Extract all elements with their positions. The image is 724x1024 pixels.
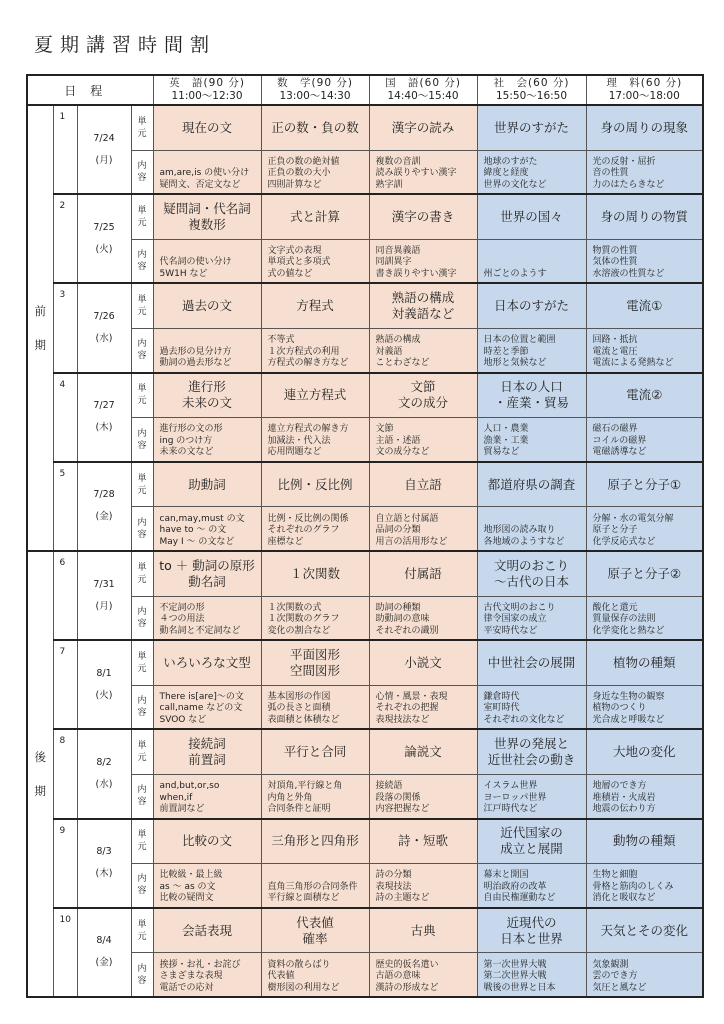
label-char: 内 — [137, 963, 147, 974]
day-date — [77, 105, 131, 194]
label-char: 元 — [137, 307, 147, 318]
label-char: 内 — [137, 874, 147, 885]
subject-name: 英 語(90 分) — [169, 77, 245, 90]
label-char: 単 — [137, 562, 147, 573]
unit-cell: 接続詞 前置詞 — [153, 729, 261, 774]
day-unit-row — [27, 373, 703, 418]
date-text: 8/4 — [96, 935, 112, 947]
unit-cell: 原子と分子② — [586, 551, 703, 596]
unit-cell: 代表値 確率 — [261, 908, 369, 953]
content-label — [131, 507, 153, 551]
content-label — [131, 239, 153, 283]
unit-cell: 疑問詞・代名詞 複数形 — [153, 194, 261, 239]
content-cell: 熟語の構成 対義語 ことわざなど — [369, 329, 477, 373]
day-number: 8 — [53, 729, 77, 818]
label-char: 容 — [137, 440, 147, 451]
day-number: 9 — [53, 819, 77, 908]
unit-cell: 小説文 — [369, 640, 477, 685]
day-date — [77, 729, 131, 818]
date-text: 7/25 — [93, 221, 115, 233]
unit-cell: 電流① — [586, 283, 703, 328]
content-cell: 不等式 １次方程式の利用 方程式の解き方など — [261, 329, 369, 373]
content-cell: can,may,must の文 have to 〜 の文 May I 〜 の文など — [153, 507, 261, 551]
content-label — [131, 864, 153, 908]
content-cell: 比較級・最上級 as 〜 as の文 比較の疑問文 — [153, 864, 261, 908]
content-cell: 地層のでき方 堆積岩・火成岩 地震の伝わり方 — [586, 774, 703, 818]
unit-cell: 電流② — [586, 373, 703, 418]
content-cell: １次関数の式 １次関数のグラフ 変化の割合など — [261, 596, 369, 640]
label-char: 内 — [137, 517, 147, 528]
day-unit-row — [27, 551, 703, 596]
unit-label — [131, 105, 153, 150]
label-char: 単 — [137, 384, 147, 395]
unit-cell: 比例・反比例 — [261, 462, 369, 507]
content-label — [131, 685, 153, 729]
unit-label — [131, 640, 153, 685]
unit-label — [131, 908, 153, 953]
date-text: 8/2 — [96, 756, 112, 768]
content-cell: 基本図形の作図 弧の長さと面積 表面積と体積など — [261, 685, 369, 729]
subject-header-japanese — [369, 75, 477, 105]
label-char: 容 — [137, 708, 147, 719]
unit-cell: 動物の種類 — [586, 819, 703, 864]
day-date — [77, 283, 131, 372]
content-cell: 正負の数の絶対値 正負の数の大小 四則計算など — [261, 150, 369, 194]
day-number: 5 — [53, 462, 77, 551]
day-unit-row — [27, 194, 703, 239]
day-unit-row — [27, 640, 703, 685]
date-text: 8/1 — [96, 667, 112, 679]
date-text: 7/24 — [93, 132, 115, 144]
unit-cell: 身の周りの物質 — [586, 194, 703, 239]
unit-cell: 論説文 — [369, 729, 477, 774]
content-cell: 磁石の磁界 コイルの磁界 電磁誘導など — [586, 418, 703, 462]
content-cell: 身近な生物の観察 植物のつくり 光合成と呼吸など — [586, 685, 703, 729]
subject-name: 数 学(90 分) — [277, 77, 353, 90]
subject-time: 15:50〜16:50 — [496, 90, 568, 103]
label-char: 元 — [137, 842, 147, 853]
weekday-text: (月) — [95, 154, 113, 166]
label-char: 内 — [137, 160, 147, 171]
subject-header-english — [153, 75, 261, 105]
unit-cell: いろいろな文型 — [153, 640, 261, 685]
subject-time: 13:00〜14:30 — [279, 90, 351, 103]
unit-cell: 平面図形 空間図形 — [261, 640, 369, 685]
subject-name: 社 会(60 分) — [493, 77, 570, 90]
label-char: 元 — [137, 218, 147, 229]
content-cell: 進行形の文の形 ing のつけ方 未来の文など — [153, 418, 261, 462]
content-label — [131, 150, 153, 194]
label-char: 容 — [137, 351, 147, 362]
label-char: 単 — [137, 116, 147, 127]
unit-cell: 都道府県の調査 — [477, 462, 586, 507]
unit-cell: 世界の国々 — [477, 194, 586, 239]
content-cell: 不定詞の形 ４つの用法 動名詞と不定詞など — [153, 596, 261, 640]
content-cell: am,are,is の使い分け 疑問文、否定文など — [153, 150, 261, 194]
content-cell: 第一次世界大戦 第二次世界大戦 戦後の世界と日本 — [477, 953, 586, 997]
unit-label — [131, 283, 153, 328]
unit-cell: 会話表現 — [153, 908, 261, 953]
unit-cell: 中世社会の展開 — [477, 640, 586, 685]
content-cell: 物質の性質 気体の性質 水溶液の性質など — [586, 239, 703, 283]
content-label — [131, 953, 153, 997]
label-char: 内 — [137, 606, 147, 617]
day-unit-row — [27, 729, 703, 774]
unit-cell: to ＋ 動詞の原形 動名詞 — [153, 551, 261, 596]
unit-cell: 大地の変化 — [586, 729, 703, 774]
unit-label — [131, 551, 153, 596]
label-char: 単 — [137, 830, 147, 841]
unit-cell: 世界の発展と 近世社会の動き — [477, 729, 586, 774]
unit-label — [131, 194, 153, 239]
page-title: 夏期講習時間割 — [34, 34, 217, 56]
content-cell: 複数の音訓 読み誤りやすい漢字 熟字訓 — [369, 150, 477, 194]
day-number: 4 — [53, 373, 77, 462]
content-cell: イスラム世界 ヨーロッパ世界 江戸時代など — [477, 774, 586, 818]
unit-cell: 自立語 — [369, 462, 477, 507]
day-date — [77, 194, 131, 283]
unit-cell: 身の周りの現象 — [586, 105, 703, 150]
day-number: 1 — [53, 105, 77, 194]
content-cell: There is[are]〜の文 call,name などの文 SVOO など — [153, 685, 261, 729]
content-cell: 代名詞の使い分け 5W1H など — [153, 239, 261, 283]
date-text: 7/31 — [93, 578, 115, 590]
period-label — [27, 551, 53, 997]
unit-cell: 付属語 — [369, 551, 477, 596]
period-char: 前 — [34, 304, 46, 319]
subject-time: 14:40〜15:40 — [387, 90, 459, 103]
label-char: 元 — [137, 753, 147, 764]
content-cell: 地球のすがた 緯度と経度 世界の文化など — [477, 150, 586, 194]
label-char: 内 — [137, 785, 147, 796]
content-cell: 資料の散らばり 代表値 樹形図の利用など — [261, 953, 369, 997]
content-cell: and,but,or,so when,if 前置詞など — [153, 774, 261, 818]
content-cell: 人口・農業 漁業・工業 貿易など — [477, 418, 586, 462]
label-char: 内 — [137, 696, 147, 707]
label-char: 単 — [137, 651, 147, 662]
content-cell: 気象観測 雲のでき方 気圧と風など — [586, 953, 703, 997]
label-char: 単 — [137, 295, 147, 306]
content-cell: 回路・抵抗 電流と電圧 電流による発熱など — [586, 329, 703, 373]
content-label — [131, 596, 153, 640]
content-cell: 歴史的仮名遣い 古語の意味 漢詩の形成など — [369, 953, 477, 997]
day-number: 6 — [53, 551, 77, 640]
content-cell: 対頂角,平行線と角 内角と外角 合同条件と証明 — [261, 774, 369, 818]
label-char: 内 — [137, 339, 147, 350]
content-cell: 文節 主語・述語 文の成分など — [369, 418, 477, 462]
day-date — [77, 462, 131, 551]
unit-cell: 原子と分子① — [586, 462, 703, 507]
content-label — [131, 774, 153, 818]
unit-cell: 三角形と四角形 — [261, 819, 369, 864]
period-char: 期 — [34, 338, 46, 353]
unit-cell: 過去の文 — [153, 283, 261, 328]
content-cell: 心情・風景・表現 それぞれの把握 表現技法など — [369, 685, 477, 729]
subject-header-math — [261, 75, 369, 105]
content-label — [131, 418, 153, 462]
unit-cell: 日本の人口 ・産業・貿易 — [477, 373, 586, 418]
day-date — [77, 908, 131, 997]
content-cell: 詩の分類 表現技法 詩の主題など — [369, 864, 477, 908]
unit-cell: 平行と合同 — [261, 729, 369, 774]
label-char: 単 — [137, 473, 147, 484]
content-cell: 生物と細胞 骨格と筋肉のしくみ 消化と吸収など — [586, 864, 703, 908]
content-cell: 鎌倉時代 室町時代 それぞれの文化など — [477, 685, 586, 729]
unit-cell: 現在の文 — [153, 105, 261, 150]
unit-cell: 漢字の読み — [369, 105, 477, 150]
unit-cell: 漢字の書き — [369, 194, 477, 239]
header-row — [27, 75, 703, 105]
weekday-text: (水) — [95, 333, 113, 345]
label-char: 容 — [137, 975, 147, 986]
label-char: 容 — [137, 886, 147, 897]
period-char: 期 — [34, 784, 46, 798]
unit-cell: 世界のすがた — [477, 105, 586, 150]
day-number: 2 — [53, 194, 77, 283]
label-char: 元 — [137, 931, 147, 942]
subject-header-social — [477, 75, 586, 105]
content-cell: 州ごとのようす — [477, 239, 586, 283]
subject-header-science — [586, 75, 703, 105]
content-cell: 比例・反比例の関係 それぞれのグラフ 座標など — [261, 507, 369, 551]
unit-cell: 文明のおこり 〜古代の日本 — [477, 551, 586, 596]
weekday-text: (金) — [95, 511, 113, 523]
weekday-text: (火) — [95, 689, 113, 701]
unit-label — [131, 373, 153, 418]
unit-cell: 文節 文の成分 — [369, 373, 477, 418]
content-cell: 日本の位置と範囲 時差と季節 地形と気候など — [477, 329, 586, 373]
unit-cell: 正の数・負の数 — [261, 105, 369, 150]
weekday-text: (木) — [95, 422, 113, 434]
content-cell: 光の反射・屈折 音の性質 力のはたらきなど — [586, 150, 703, 194]
unit-cell: 日本のすがた — [477, 283, 586, 328]
day-unit-row — [27, 283, 703, 328]
unit-cell: 植物の種類 — [586, 640, 703, 685]
content-cell: 助詞の種類 助動詞の意味 それぞれの識別 — [369, 596, 477, 640]
unit-cell: 近現代の 日本と世界 — [477, 908, 586, 953]
day-unit-row — [27, 908, 703, 953]
label-char: 容 — [137, 262, 147, 273]
label-char: 内 — [137, 428, 147, 439]
content-label — [131, 329, 153, 373]
date-text: 7/26 — [93, 311, 115, 323]
label-char: 単 — [137, 206, 147, 217]
day-unit-row — [27, 462, 703, 507]
unit-cell: 方程式 — [261, 283, 369, 328]
weekday-text: (火) — [95, 243, 113, 255]
date-text: 7/27 — [93, 400, 115, 412]
day-date — [77, 551, 131, 640]
label-char: 単 — [137, 919, 147, 930]
unit-label — [131, 729, 153, 774]
day-date — [77, 819, 131, 908]
label-char: 元 — [137, 128, 147, 139]
weekday-text: (金) — [95, 957, 113, 969]
content-cell: 連立方程式の解き方 加減法・代入法 応用問題など — [261, 418, 369, 462]
unit-cell: １次関数 — [261, 551, 369, 596]
date-text: 8/3 — [96, 846, 112, 858]
schedule-header: 日程 — [27, 75, 153, 105]
day-date — [77, 373, 131, 462]
subject-time: 17:00〜18:00 — [608, 90, 680, 103]
label-char: 単 — [137, 741, 147, 752]
content-cell: 過去形の見分け方 動詞の過去形など — [153, 329, 261, 373]
content-cell: 地形図の読み取り 各地域のようすなど — [477, 507, 586, 551]
weekday-text: (水) — [95, 778, 113, 790]
unit-cell: 進行形 未来の文 — [153, 373, 261, 418]
unit-cell: 近代国家の 成立と展開 — [477, 819, 586, 864]
unit-cell: 助動詞 — [153, 462, 261, 507]
day-number: 3 — [53, 283, 77, 372]
label-char: 容 — [137, 172, 147, 183]
label-char: 容 — [137, 618, 147, 629]
subject-name: 理 料(60 分) — [606, 77, 683, 90]
content-cell: 同音異義語 同訓異字 書き誤りやすい漢字 — [369, 239, 477, 283]
day-date — [77, 640, 131, 729]
period-char: 後 — [34, 750, 46, 764]
content-cell: 接続語 段落の関係 内容把握など — [369, 774, 477, 818]
day-number: 7 — [53, 640, 77, 729]
label-char: 元 — [137, 663, 147, 674]
content-cell: 古代文明のおこり 律令国家の成立 平安時代など — [477, 596, 586, 640]
label-char: 元 — [137, 396, 147, 407]
content-cell: 自立語と付属語 品詞の分類 用言の活用形など — [369, 507, 477, 551]
label-char: 内 — [137, 250, 147, 261]
day-number: 10 — [53, 908, 77, 997]
subject-name: 国 語(60 分) — [385, 77, 461, 90]
unit-cell: 古典 — [369, 908, 477, 953]
subject-time: 11:00〜12:30 — [171, 90, 243, 103]
label-char: 元 — [137, 574, 147, 585]
date-text: 7/28 — [93, 489, 115, 501]
unit-cell: 天気とその変化 — [586, 908, 703, 953]
content-cell: 幕末と開国 明治政府の改革 自由民権運動など — [477, 864, 586, 908]
day-unit-row — [27, 819, 703, 864]
content-cell: 直角三角形の合同条件 平行線と面積など — [261, 864, 369, 908]
unit-cell: 式と計算 — [261, 194, 369, 239]
content-cell: 文字式の表現 単項式と多項式 式の値など — [261, 239, 369, 283]
unit-cell: 詩・短歌 — [369, 819, 477, 864]
label-char: 容 — [137, 529, 147, 540]
content-cell: 挨拶・お礼・お詫び さまざまな表現 電話での応対 — [153, 953, 261, 997]
unit-label — [131, 819, 153, 864]
unit-cell: 連立方程式 — [261, 373, 369, 418]
content-cell: 酸化と還元 質量保存の法則 化学変化と熱など — [586, 596, 703, 640]
weekday-text: (月) — [95, 600, 113, 612]
content-cell: 分解・水の電気分解 原子と分子 化学反応式など — [586, 507, 703, 551]
label-char: 容 — [137, 797, 147, 808]
label-char: 元 — [137, 485, 147, 496]
timetable — [26, 74, 704, 998]
unit-cell: 比較の文 — [153, 819, 261, 864]
weekday-text: (木) — [95, 868, 113, 880]
unit-label — [131, 462, 153, 507]
period-label — [27, 105, 53, 551]
day-unit-row — [27, 105, 703, 150]
unit-cell: 熟語の構成 対義語など — [369, 283, 477, 328]
